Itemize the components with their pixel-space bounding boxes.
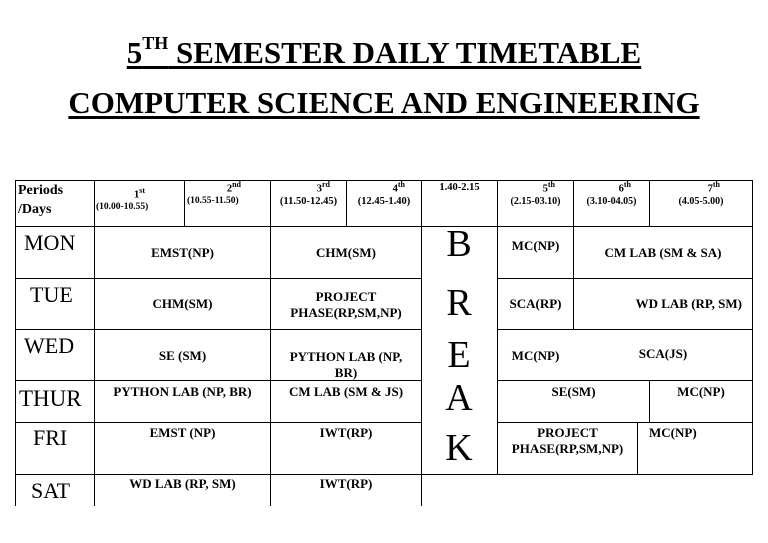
thur-period-7: MC(NP) [677,384,725,399]
day-thur: THUR [19,386,82,411]
header-period-7: 7th (4.05-5.00) [678,180,724,208]
wed-period-6-7: SCA(JS) [638,346,688,361]
day-fri: FRI [33,425,68,450]
header-break-time: 1.40-2.15 [439,182,480,193]
sat-period-3-4: IWT(RP) [319,476,373,491]
fri-period-7: MC(NP) [649,425,697,440]
break-letter-e: E [447,334,471,376]
tue-period-1-2: CHM(SM) [152,296,213,311]
wed-period-5: MC(NP) [511,348,560,363]
page-title-line1: 5TH SEMESTER DAILY TIMETABLE [126,33,642,70]
day-tue: TUE [30,282,73,307]
fri-period-3-4: IWT(RP) [319,425,373,440]
wed-period-3-4: PYTHON LAB (NP, BR) [289,349,403,380]
tue-period-3-4: PROJECT PHASE(RP,SM,NP) [290,289,402,320]
wed-period-1-2: SE (SM) [158,348,207,363]
break-letter-r: R [446,282,472,324]
tue-period-5: SCA(RP) [509,296,562,311]
mon-period-5: MC(NP) [511,238,560,253]
header-period-5: 5th (2.15-03.10) [510,180,561,208]
day-wed: WED [24,333,75,358]
page-title-line2: COMPUTER SCIENCE AND ENGINEERING [68,85,700,120]
mon-period-3-4: CHM(SM) [316,245,376,260]
header-period-1: 1st (10.00-10.55) [96,186,149,213]
break-letter-a: A [445,377,473,419]
break-letter-b: B [446,223,472,265]
thur-period-5-6: SE(SM) [551,384,596,399]
day-sat: SAT [31,478,71,503]
fri-period-5-6: PROJECT PHASE(RP,SM,NP) [511,425,624,456]
mon-period-6-7: CM LAB (SM & SA) [604,245,722,260]
mon-period-1-2: EMST(NP) [151,245,214,260]
break-letter-k: K [445,427,473,469]
header-period-3: 3rd (11.50-12.45) [279,180,338,208]
header-period-6: 6th (3.10-04.05) [586,180,637,208]
header-period-4: 4th (12.45-1.40) [357,180,411,208]
sat-period-1-2: WD LAB (RP, SM) [129,476,236,491]
header-period-2: 2nd (10.55-11.50) [187,180,241,207]
thur-period-1-2: PYTHON LAB (NP, BR) [113,384,252,399]
thur-period-3-4: CM LAB (SM & JS) [288,384,404,399]
fri-period-1-2: EMST (NP) [149,425,216,440]
header-periods-days: Periods /Days [18,183,64,217]
tue-period-6-7: WD LAB (RP, SM) [635,296,742,311]
day-mon: MON [24,230,76,255]
